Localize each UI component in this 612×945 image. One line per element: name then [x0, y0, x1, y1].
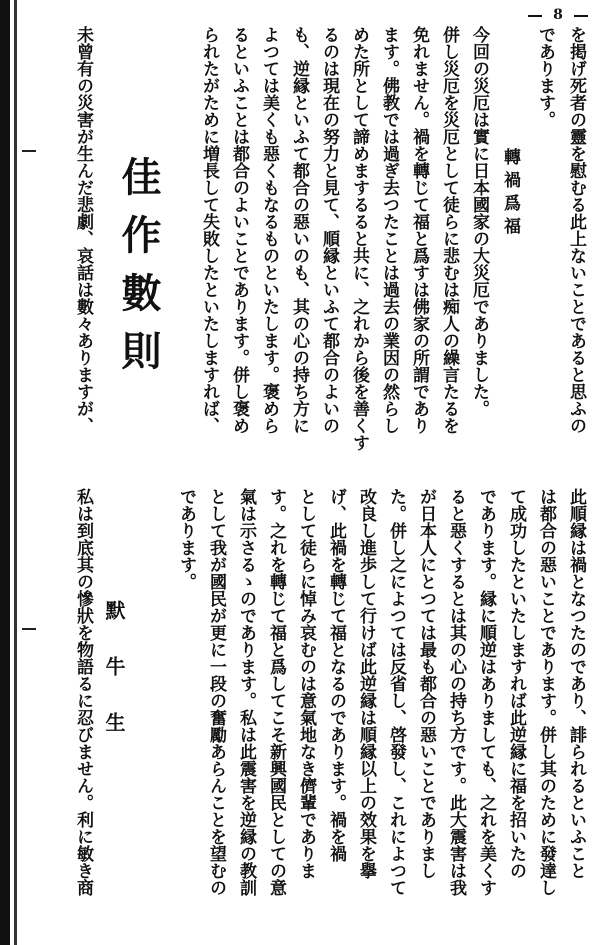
article-line-1: 私は到底其の慘狀を物語るに忍びません。利に敏き商 [73, 488, 93, 896]
page-number: 8 [528, 4, 588, 26]
upper-line-6: 免れません。禍を轉じて福と爲すは佛家の所謂であり [409, 26, 429, 434]
upper-line-12: るといふことは都合のよいことであります。併し褒め [229, 26, 249, 434]
upper-line-2: であります。 [535, 26, 555, 128]
upper-line-13: られたがために増長して失敗したといたしますれば、 [199, 26, 219, 434]
upper-line-4: 今回の災厄は實に日本國家の大災厄でありました。 [469, 26, 489, 417]
lower-line-2: は都合の惡いことであります。併し其のために發達し [536, 488, 556, 896]
article-line-2: 未曾有の災害が生んだ悲劇、哀話は數々ありますが、 [73, 26, 93, 434]
upper-line-9: るのは現在の努力と見て、順縁といふて都合のよいの [319, 26, 339, 434]
lower-line-3: て成功したといたしますれば此逆縁に福を招いたの [506, 488, 526, 879]
lower-line-8: 改良し進歩して行けば此逆縁は順縁以上の效果を擧 [356, 488, 376, 879]
margin-tick-upper [22, 150, 36, 152]
lower-line-10: として徒らに悼み哀むのは意氣地なき儕輩でありま [296, 488, 316, 879]
lower-line-13: として我が國民が更に一段の奮勵あらんことを望むの [206, 488, 226, 896]
lower-line-4: であります。縁に順逆はありましても、之れを美くす [476, 488, 496, 896]
lower-line-7: た。併し之によつては反省し、啓發し、これによつて [386, 488, 406, 896]
upper-line-8: めた所として諦めまするると共に、之れから後を善くす [349, 26, 369, 451]
section-heading: 轉禍爲福 [500, 148, 520, 240]
lower-line-9: げ、此禍を轉じて福となるのであります。禍を禍 [326, 488, 346, 862]
lower-line-6: が日本人にとつては最も都合の惡いことでありまし [416, 488, 436, 879]
page-spine-shadow [0, 0, 10, 945]
article-title: 佳作數則 [115, 156, 162, 388]
lower-line-14: であります。 [176, 488, 196, 590]
page-spine-line [14, 0, 17, 945]
upper-line-5: 併し災厄を災厄として徒らに悲むは痴人の繰言たるを [439, 26, 459, 434]
article-author: 默牛生 [102, 600, 126, 768]
lower-line-12: 氣は示さるゝのであります。私は此震害を逆縁の教訓 [236, 488, 256, 896]
upper-line-7: ます。佛教では過ぎ去つたことは過去の業因の然らし [379, 26, 399, 434]
margin-tick-lower [22, 628, 36, 630]
upper-line-1: を掲げ死者の靈を慰むる此上ないことであると思ふの [566, 26, 586, 434]
upper-line-10: も、逆縁といふて都合の惡いのも、其の心の持ち方に [289, 26, 309, 434]
lower-line-5: ると惡くするとは其の心の持ち方です。此大震害は我 [446, 488, 466, 896]
lower-line-1: 此順縁は禍となつたのであり、誹られるといふこと [566, 488, 586, 879]
lower-line-11: す。之れを轉じて福と爲してこそ新興國民としての意 [266, 488, 286, 896]
upper-line-11: よつては美くも惡くもなるものといたします。褒めら [259, 26, 279, 434]
